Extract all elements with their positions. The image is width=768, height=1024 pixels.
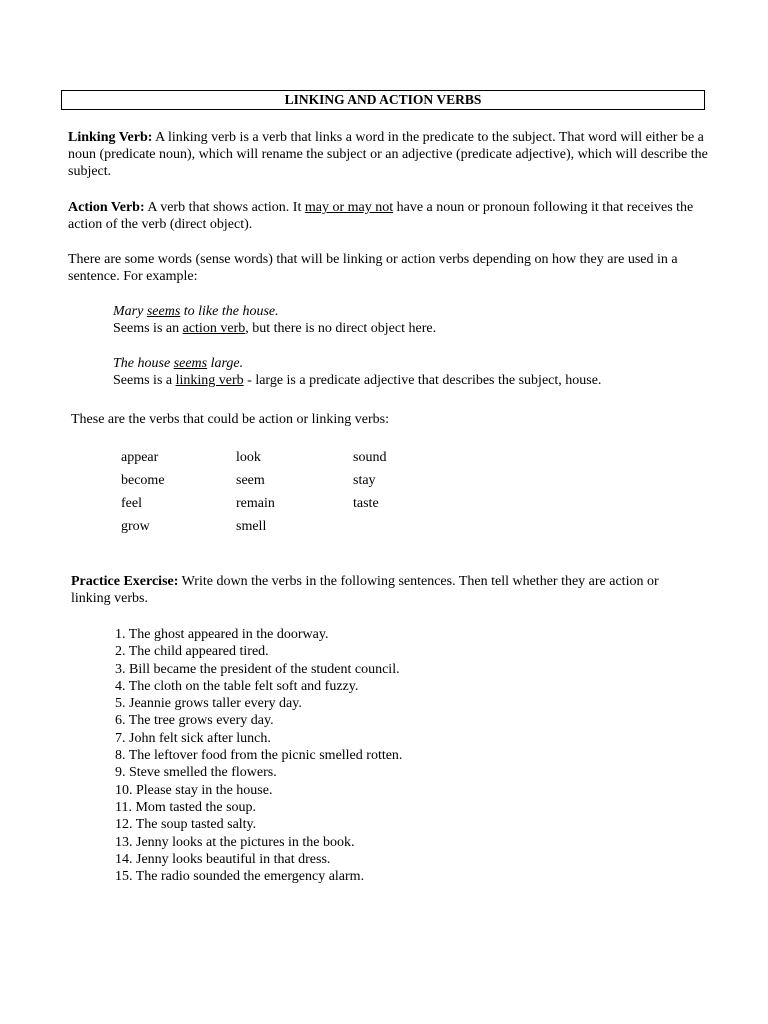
verb-cell: [353, 518, 468, 541]
example-2-explanation: [113, 372, 713, 389]
verb-cell: become: [121, 473, 165, 488]
verb-row: [121, 472, 468, 495]
verb-cell: sound: [353, 450, 387, 465]
list-item: 3. Bill became the president of the student council.: [115, 661, 400, 677]
list-item: 12. The soup tasted salty.: [115, 817, 257, 833]
list-item: 14. Jenny looks beautiful in that dress.: [115, 851, 331, 867]
page-title: LINKING AND ACTION VERBS: [61, 90, 705, 110]
example-2: [113, 355, 713, 389]
linking-verb-term: Linking Verb:: [68, 130, 153, 145]
verb-cell: look: [236, 450, 261, 465]
list-item: 1. The ghost appeared in the doorway.: [115, 627, 329, 642]
example-1-sentence-end: to like the house.: [180, 304, 279, 319]
verb-row: [121, 449, 468, 472]
example-2-sentence: [113, 355, 713, 372]
list-item: 8. The leftover food from the picnic smelled rotten.: [115, 748, 403, 764]
list-item: 4. The cloth on the table felt soft and fuzzy.: [115, 678, 359, 694]
verb-row: [121, 495, 468, 518]
example-1-explanation: [113, 320, 713, 337]
verb-cell: grow: [121, 519, 150, 534]
practice-instructions: [71, 573, 701, 607]
action-verb-definition: [68, 199, 708, 233]
example-2-sentence-end: large.: [207, 356, 244, 371]
example-2-explain-start: Seems is a: [113, 373, 176, 388]
verb-cell: seem: [236, 473, 265, 488]
linking-verb-text: A linking verb is a verb that links a word in the predicate to the subject. That word will either be a noun (predicate noun), which will rename the subject or an adjective (predicate adjective), which will describe the subject.: [68, 130, 708, 179]
verb-cell: appear: [121, 450, 159, 465]
list-item: 10. Please stay in the house.: [115, 782, 273, 798]
list-item: 11. Mom tasted the soup.: [115, 799, 257, 815]
action-verb-text-after: have a noun or pronoun following it that receives the action of the verb (direct object).: [68, 200, 694, 232]
example-2-sentence-start: The house: [113, 356, 174, 371]
example-1-verb: seems: [146, 304, 181, 319]
example-1-explain-start: Seems is an: [113, 321, 183, 336]
verb-cell: feel: [121, 496, 142, 511]
verb-cell: stay: [353, 473, 376, 488]
action-verb-text-before: A verb that shows action. It: [147, 200, 305, 215]
example-2-verb: seems: [173, 356, 208, 371]
linking-verb-definition: [68, 129, 708, 180]
action-verb-emphasis: may or may not: [304, 200, 394, 215]
list-item: 9. Steve smelled the flowers.: [115, 765, 277, 781]
verb-cell: taste: [353, 496, 379, 511]
list-item: 2. The child appeared tired.: [115, 644, 269, 660]
example-2-verb-type: linking verb: [175, 373, 244, 388]
sense-words-intro: There are some words (sense words) that will be linking or action verbs depending on how they are used in a sentence. For example:: [68, 252, 678, 284]
verbs-intro: These are the verbs that could be action or linking verbs:: [71, 412, 390, 427]
practice-text: Write down the verbs in the following sentences. Then tell whether they are action or linking verbs.: [71, 574, 659, 606]
example-1-sentence-start: Mary: [113, 304, 147, 319]
verb-cell: remain: [236, 496, 275, 511]
list-item: 6. The tree grows every day.: [115, 713, 274, 729]
verb-cell: smell: [236, 519, 267, 534]
example-1: [113, 303, 713, 337]
example-1-explain-end: , but there is no direct object here.: [245, 321, 437, 336]
list-item: 13. Jenny looks at the pictures in the book.: [115, 834, 355, 850]
example-2-explain-end: - large is a predicate adjective that describes the subject, house.: [243, 373, 602, 388]
list-item: 15. The radio sounded the emergency alarm.: [115, 869, 365, 885]
list-item: 5. Jeannie grows taller every day.: [115, 696, 302, 712]
example-1-verb-type: action verb: [182, 321, 246, 336]
exercise-list: [115, 626, 402, 885]
example-1-sentence: [113, 303, 713, 320]
verb-row: [121, 518, 468, 541]
action-verb-term: Action Verb:: [68, 200, 145, 215]
verb-table: [121, 449, 468, 541]
practice-term: Practice Exercise:: [71, 574, 179, 589]
list-item: 7. John felt sick after lunch.: [115, 730, 271, 746]
